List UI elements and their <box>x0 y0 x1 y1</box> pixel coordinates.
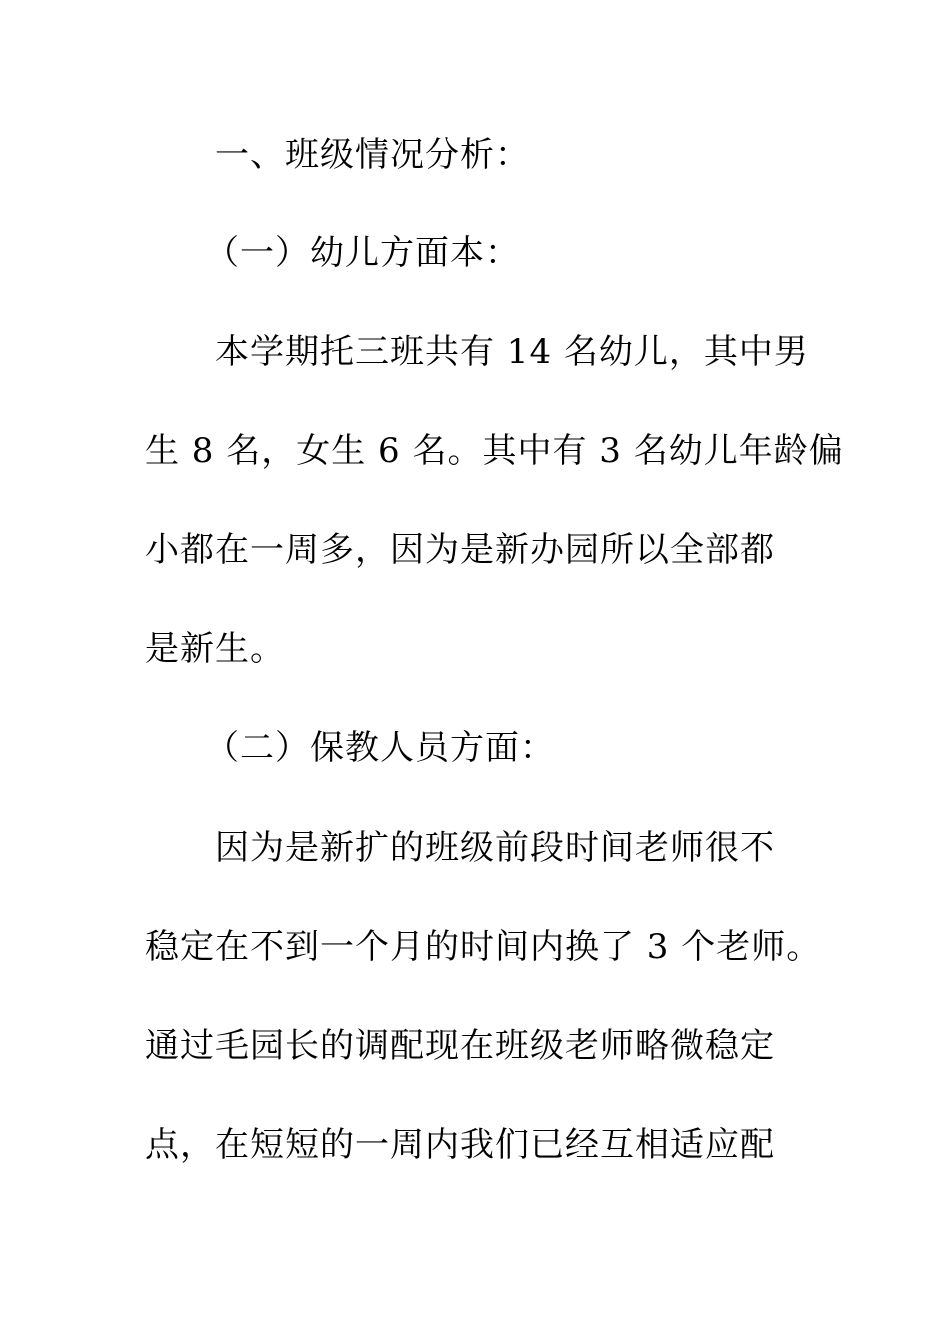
paragraph-line: 稳定在不到一个月的时间内换了 3 个老师。 <box>145 927 822 967</box>
paragraph-line: 因为是新扩的班级前段时间老师很不 <box>215 828 775 868</box>
subsection-heading: （二）保教人员方面： <box>205 728 555 768</box>
subsection-heading: （一）幼儿方面本： <box>205 233 520 273</box>
paragraph-line: 本学期托三班共有 14 名幼儿，其中男 <box>215 332 809 372</box>
paragraph-line: 是新生。 <box>145 629 285 669</box>
paragraph-line: 点，在短短的一周内我们已经互相适应配 <box>145 1125 775 1165</box>
paragraph-line: 生 8 名，女生 6 名。其中有 3 名幼儿年龄偏 <box>145 431 844 471</box>
section-heading: 一、班级情况分析： <box>215 135 530 175</box>
paragraph-line: 小都在一周多，因为是新办园所以全部都 <box>145 530 775 570</box>
paragraph-line: 通过毛园长的调配现在班级老师略微稳定 <box>145 1026 775 1066</box>
